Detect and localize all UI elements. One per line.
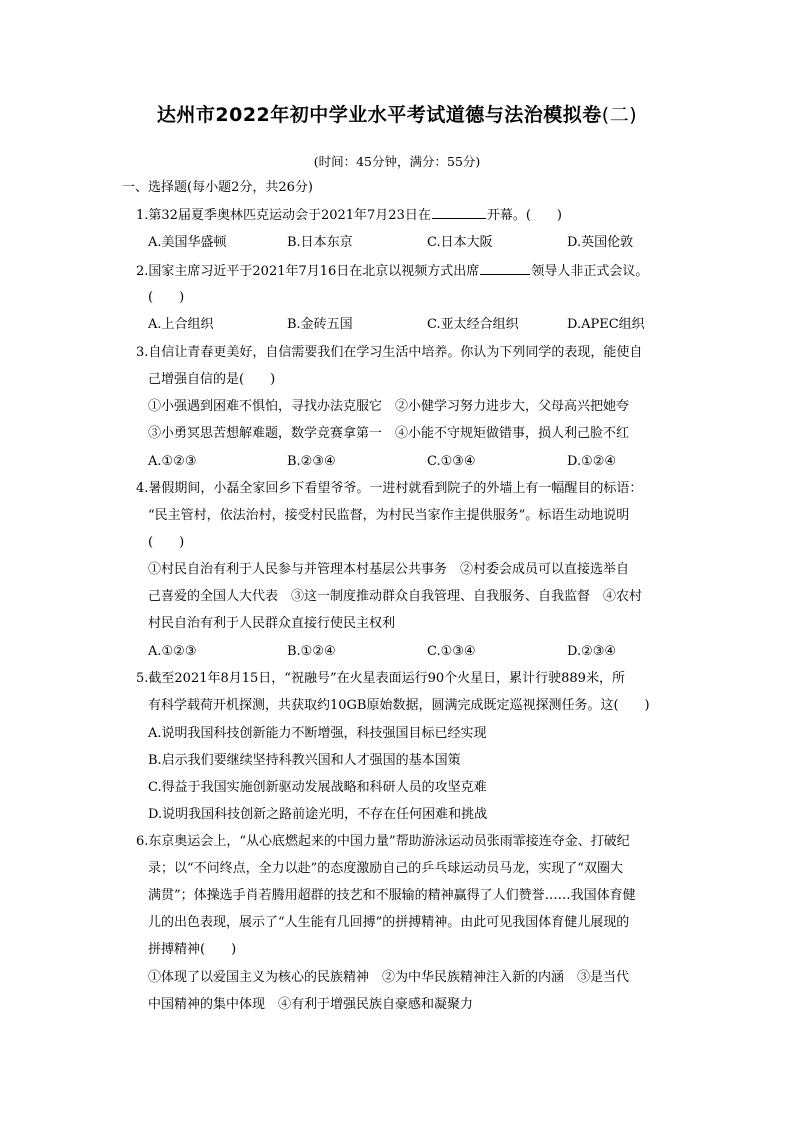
q1-stem-a: 1.第32届夏季奥林匹克运动会于2021年7月23日在 (136, 208, 431, 223)
q2-option-b: B.金砖五国 (287, 317, 353, 332)
q1-option-a: A.美国华盛顿 (148, 235, 227, 250)
q3-statement-1: ①小强遇到困难不惧怕，寻找办法克服它 ②小健学习努力进步大，父母高兴把她夸 (148, 399, 630, 414)
q2-option-d: D.APEC组织 (567, 317, 645, 332)
exam-meta: (时间：45分钟，满分：55分) (313, 154, 481, 169)
q2-stem-b: 领导人非正式会议。 (531, 264, 649, 279)
q1-option-d: D.英国伦敦 (567, 235, 634, 250)
q6-statement-1: ①体现了以爱国主义为核心的民族精神 ②为中华民族精神注入新的内涵 ③是当代 (148, 970, 630, 985)
q4-option-a: A.①②③ (148, 644, 197, 659)
section-heading: 一、选择题(每小题2分，共26分) (122, 180, 313, 195)
q4-stem-line2: “民主管村，依法治村，接受村民监督，为村民当家作主提供服务”。标语生动地说明 (148, 508, 630, 523)
q2-option-c: C.亚太经合组织 (427, 317, 519, 332)
q4-option-c: C.①③④ (427, 644, 476, 659)
q2-stem-a: 2.国家主席习近平于2021年7月16日在北京以视频方式出席 (136, 264, 480, 279)
q5-option-d: D.说明我国科技创新之路前途光明，不存在任何困难和挑战 (148, 807, 488, 822)
q1-option-b: B.日本东京 (287, 235, 353, 250)
q6-stem-line1: 6.东京奥运会上，“从心底燃起来的中国力量”帮助游泳运动员张雨霏接连夺金、打破纪 (136, 834, 630, 849)
q1-blank (432, 207, 486, 219)
q3-statement-2: ③小勇冥思苦想解难题，数学竞赛拿第一 ④小能不守规矩做错事，损人利己脸不红 (148, 426, 630, 441)
q6-stem-line2: 录；以“不问终点，全力以赴”的态度激励自己的乒乓球运动员马龙，实现了“双圈大 (148, 861, 623, 876)
q4-option-b: B.①②④ (287, 644, 336, 659)
q2-option-a: A.上合组织 (148, 317, 214, 332)
title-main: 达州市2022年初中学业水平考试道德与法治模拟卷 (156, 104, 602, 126)
q4-option-d: D.②③④ (567, 644, 617, 659)
q5-option-b: B.启示我们要继续坚持科教兴国和人才强国的基本国策 (148, 753, 461, 768)
q3-option-d: D.①②④ (567, 454, 617, 469)
q5-option-c: C.得益于我国实施创新驱动发展战略和科研人员的攻坚克难 (148, 780, 487, 795)
q3-stem-line2: 己增强自信的是( ) (148, 372, 276, 387)
q1-option-c: C.日本大阪 (427, 235, 493, 250)
page-title (0, 100, 794, 127)
q3-option-a: A.①②③ (148, 454, 197, 469)
q6-stem-line5: 拼搏精神( ) (148, 942, 237, 957)
q3-option-b: B.②③④ (287, 454, 336, 469)
q3-stem-line1: 3.自信让青春更美好，自信需要我们在学习生活中培养。你认为下列同学的表现，能使自 (136, 345, 643, 360)
q5-option-a: A.说明我国科技创新能力不断增强，科技强国目标已经实现 (148, 726, 487, 741)
q4-statement-1: ①村民自治有利于人民参与并管理本村基层公共事务 ②村委会成员可以直接选举自 (148, 562, 630, 577)
q5-stem-line1: 5.截至2021年8月15日，“祝融号”在火星表面运行90个火星日，累计行驶889米，所 (136, 671, 625, 686)
q6-stem-line4: 儿的出色表现，展示了“人生能有几回搏”的拼搏精神。由此可见我国体育健儿展现的 (148, 915, 630, 930)
q1-stem-b: 开幕。( ) (486, 208, 562, 223)
q5-stem-line2: 有科学载荷开机探测，共获取约10GB原始数据，圆满完成既定巡视探测任务。这( ) (148, 698, 650, 713)
title-suffix: (二) (601, 104, 638, 126)
q4-stem-line3: ( ) (148, 535, 185, 550)
q2-stem (136, 263, 648, 280)
q2-blank (480, 263, 530, 275)
q4-stem-line1: 4.暑假期间，小磊全家回乡下看望爷爷。一进村就看到院子的外墙上有一幅醒目的标语： (136, 481, 643, 496)
q3-option-c: C.①③④ (427, 454, 476, 469)
q1-stem (136, 207, 562, 224)
q6-stem-line3: 满贯”；体操选手肖若腾用超群的技艺和不服输的精神赢得了人们赞誉……我国体育健 (148, 888, 636, 903)
q2-paren: ( ) (148, 290, 185, 305)
q4-statement-3: 村民自治有利于人民群众直接行使民主权利 (148, 616, 396, 631)
q6-statement-2: 中国精神的集中体现 ④有利于增强民族自豪感和凝聚力 (148, 997, 474, 1012)
q4-statement-2: 己喜爱的全国人大代表 ③这一制度推动群众自我管理、自我服务、自我监督 ④农村 (148, 589, 643, 604)
